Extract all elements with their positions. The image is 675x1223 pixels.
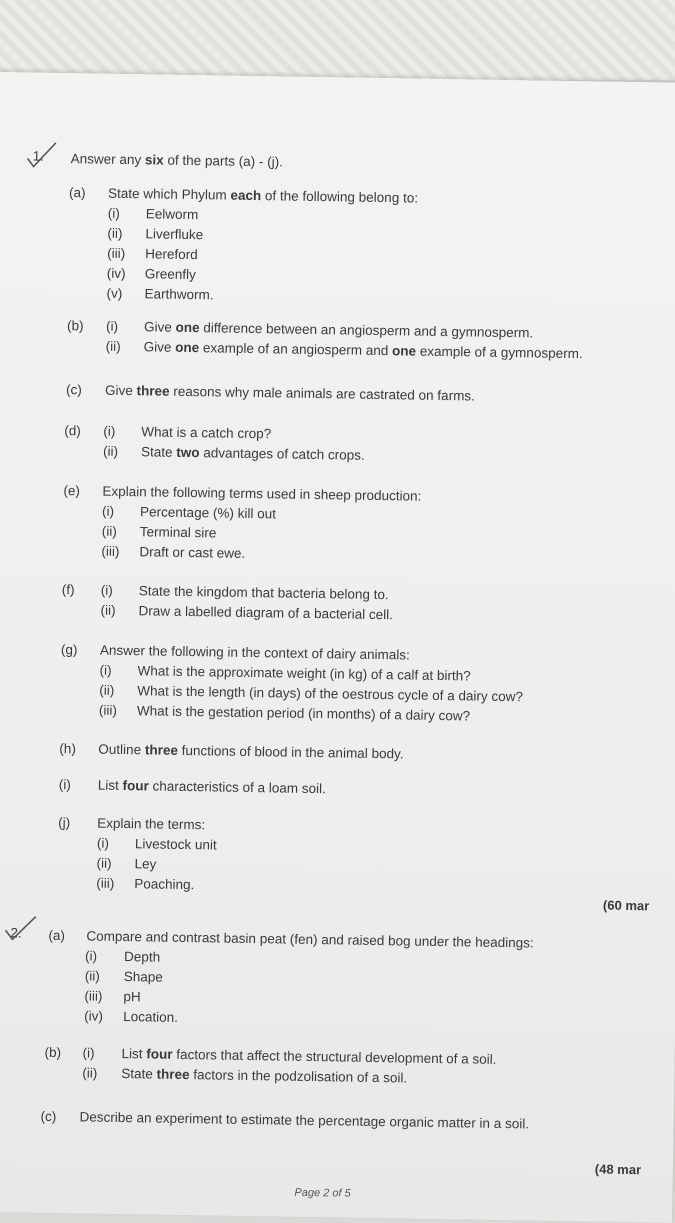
q2-part-c-text: Describe an experiment to estimate the percentage organic matter in a soil. [79, 1109, 530, 1132]
subitem-text: pH [123, 989, 141, 1005]
subitem-number: (i) [107, 205, 120, 221]
part-g-text: Answer the following in the context of dairy animals: [99, 642, 410, 663]
subitem-text: Draft or cast ewe. [139, 544, 246, 561]
part-e-text: Explain the following terms used in sheep production: [102, 483, 422, 504]
subitem-number: (i) [100, 582, 113, 598]
subitem-number: (ii) [105, 338, 121, 354]
subitem-number: (i) [96, 835, 110, 851]
part-label: (e) [63, 483, 81, 499]
part-label: (h) [59, 741, 76, 757]
subitem-number: (iii) [96, 875, 115, 891]
q2-part-b-ii-text: State three factors in the podzolisation of a soil. [121, 1066, 408, 1086]
subitem-text: Location. [123, 1009, 179, 1025]
subitem-number: (ii) [96, 855, 112, 871]
subitem-text: Percentage (%) kill out [139, 504, 277, 522]
subitem-text: Poaching. [134, 876, 195, 893]
subitem-text: Draw a labelled diagram of a bacterial cell. [138, 603, 394, 623]
question-number: 2. [10, 925, 22, 941]
subitem-text: Ley [134, 856, 157, 872]
part-j-text: Explain the terms: [97, 815, 206, 833]
subitem-text: State the kingdom that bacteria belong to. [138, 583, 389, 603]
subitem-number: (iv) [84, 1008, 104, 1024]
subitem-number: (ii) [107, 225, 123, 241]
q2-part-a-text: Compare and contrast basin peat (fen) and raised bog under the headings: [86, 928, 534, 951]
subitem-number: (ii) [82, 1065, 98, 1081]
subitem-number: (iv) [106, 265, 126, 281]
page-footer: Page 2 of 5 [294, 1186, 351, 1200]
part-label: (c) [40, 1108, 57, 1125]
part-b-i-text: Give one difference between an angiosperm and a gymnosperm. [143, 319, 534, 341]
subitem-text: Liverfluke [145, 226, 204, 243]
subitem-text: Earthworm. [144, 286, 214, 303]
part-h-text: Outline three functions of blood in the animal body. [98, 741, 404, 762]
subitem-number: (i) [105, 318, 119, 334]
subitem-number: (i) [99, 662, 112, 678]
exam-page [0, 72, 675, 1223]
subitem-text: Livestock unit [134, 836, 217, 853]
subitem-number: (iii) [107, 245, 126, 261]
subitem-text: What is a catch crop? [141, 424, 272, 442]
part-b-ii-text: Give one example of an angiosperm and one example of a gymnosperm. [143, 339, 583, 362]
part-label: (c) [65, 382, 82, 398]
part-label: (g) [60, 642, 78, 658]
subitem-number: (iii) [98, 702, 118, 718]
subitem-text: Depth [124, 949, 161, 965]
subitem-number: (ii) [99, 682, 115, 698]
subitem-number: (iii) [84, 988, 103, 1004]
q2-part-b-i-text: List four factors that affect the structural development of a soil. [121, 1046, 497, 1067]
subitem-text: What is the approximate weight (in kg) of a calf at birth? [137, 663, 471, 684]
part-label: (f) [61, 582, 75, 598]
subitem-number: (ii) [102, 443, 119, 459]
subitem-number: (ii) [101, 523, 117, 539]
subitem-text: Terminal sire [139, 524, 217, 541]
subitem-text: Shape [123, 969, 163, 985]
subitem-text: Greenfly [144, 266, 196, 283]
part-c-text: Give three reasons why male animals are castrated on farms. [104, 382, 476, 404]
part-label: (a) [68, 185, 86, 201]
subitem-text: What is the length (in days) of the oestrous cycle of a dairy cow? [137, 683, 524, 705]
subitem-number: (v) [106, 285, 123, 301]
part-label: (i) [58, 777, 71, 793]
part-label: (d) [64, 423, 81, 439]
marks-label: (60 mar [602, 897, 650, 914]
subitem-text: What is the gestation period (in months) of a dairy cow? [136, 703, 471, 724]
background-fabric [0, 0, 675, 80]
part-label: (a) [48, 927, 66, 944]
part-d-ii-text: State two advantages of catch crops. [140, 444, 365, 463]
part-i-text: List four characteristics of a loam soil. [97, 777, 326, 797]
part-label: (b) [66, 318, 84, 334]
part-label: (j) [58, 815, 71, 831]
subitem-text: Hereford [145, 246, 198, 263]
q1-instruction: Answer any six of the parts (a) - (j). [70, 151, 284, 170]
part-label: (b) [44, 1044, 62, 1061]
subitem-number: (i) [82, 1045, 95, 1061]
question-number: 1. [32, 148, 45, 164]
subitem-text: Eelworm [145, 206, 199, 223]
subitem-number: (i) [101, 503, 115, 519]
subitem-number: (ii) [100, 602, 116, 618]
subitem-number: (ii) [84, 968, 100, 984]
subitem-number: (i) [103, 423, 116, 439]
part-a-text: State which Phylum each of the following belong to: [107, 185, 419, 206]
subitem-number: (i) [85, 948, 98, 964]
subitem-number: (iii) [101, 543, 120, 559]
marks-label: (48 mar [594, 1161, 642, 1178]
